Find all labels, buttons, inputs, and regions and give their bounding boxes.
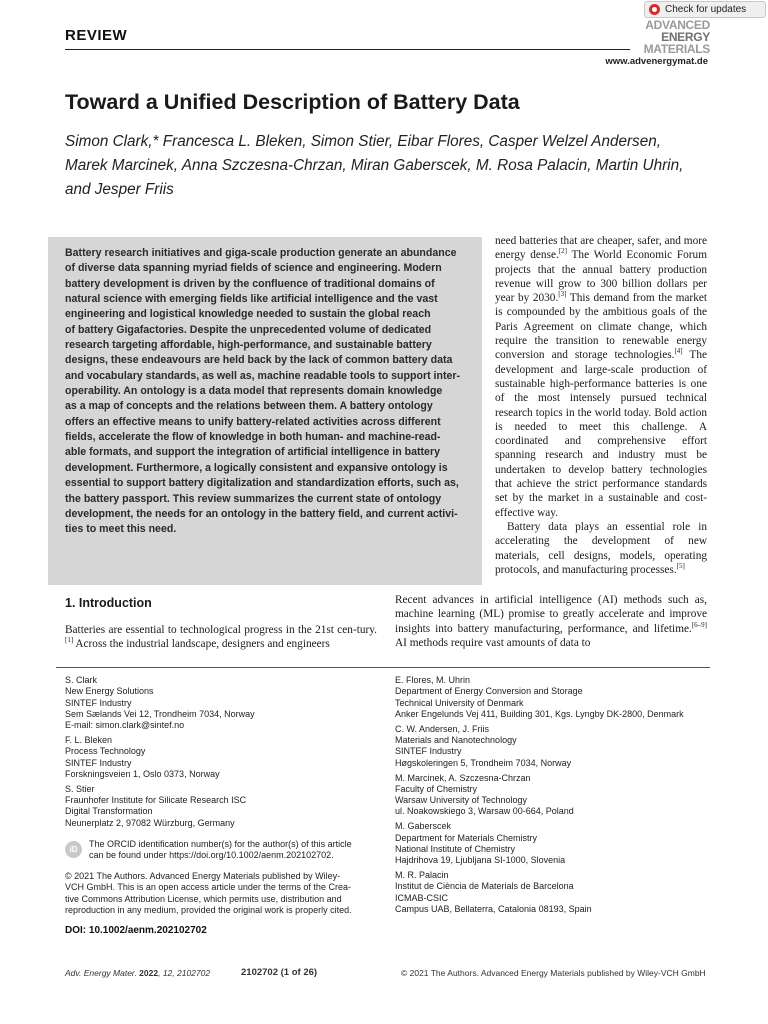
abstract-line: of battery Gigafactories. Despite the unprecedented volume of dedicated — [65, 323, 432, 336]
affiliation-line: M. R. Palacin — [395, 870, 449, 881]
affiliation-line: SINTEF Industry — [65, 697, 132, 708]
affiliation-block — [395, 870, 715, 915]
affiliation-divider — [56, 667, 710, 668]
citation-link[interactable]: [2] — [558, 247, 567, 256]
abstract-box — [48, 237, 482, 585]
affiliation-line: National Institute of Chemistry — [395, 843, 516, 854]
author-line: Simon Clark,* Francesca L. Bleken, Simon Stier, Eibar Flores, Casper Welzel Andersen, — [65, 133, 661, 150]
affiliation-line: Sem Sælands Vei 12, Trondheim 7034, Norway — [65, 708, 255, 719]
body-text: Battery data plays an essential role in accelerating the development of new materials, cell designs, models, operating protocols, and manufacturing processes. — [495, 520, 707, 576]
affiliations-left — [65, 675, 385, 833]
body-text: The World Economic Forum projects that the annual battery production revenue will grow to 300 billion dollars per year by 2030. — [495, 249, 707, 305]
affiliation-line: E. Flores, M. Uhrin — [395, 675, 471, 685]
affiliation-line: S. Clark — [65, 675, 98, 685]
affiliation-block — [65, 784, 385, 829]
section-label: REVIEW — [65, 27, 128, 44]
abstract-line: essential to support battery digitalization and standardization efforts, such as, — [65, 477, 459, 490]
affiliation-block — [65, 735, 385, 780]
abstract-line: Battery research initiatives and giga-scale production generate an abundance — [65, 247, 457, 259]
body-paragraph — [495, 520, 707, 577]
body-paragraph — [495, 234, 707, 520]
citation-link[interactable]: [5] — [676, 562, 685, 571]
license-line: tive Commons Attribution License, which permits use, distribution and — [65, 893, 342, 904]
affiliation-line: Campus UAB, Bellaterra, Catalonia 08193, Spain — [395, 904, 592, 915]
abstract-line: development. Furthermore, a logically consistent and expansive ontology is — [65, 461, 448, 474]
affiliation-line: Neunerplatz 2, 97082 Würzburg, Germany — [65, 817, 235, 828]
author-line: Marek Marcinek, Anna Szczesna-Chrzan, Miran Gaberscek, M. Rosa Palacin, Martin Uhrin, — [65, 157, 684, 174]
affiliation-line: S. Stier — [65, 783, 95, 794]
affiliation-block — [395, 773, 715, 818]
affiliation-line: Høgskoleringen 5, Trondheim 7034, Norway — [395, 757, 572, 768]
footer-page-number: 2102702 (1 of 26) — [241, 967, 318, 978]
orcid-line: The ORCID identification number(s) for the author(s) of this article — [89, 839, 352, 849]
citation-link[interactable]: [6–9] — [691, 620, 707, 629]
orcid-note — [65, 839, 385, 862]
affiliation-line: Faculty of Chemistry — [395, 783, 478, 794]
journal-logo — [630, 19, 710, 55]
doi-link[interactable]: DOI: 10.1002/aenm.202102702 — [65, 925, 207, 936]
affiliation-line: Department of Energy Conversion and Storage — [395, 686, 583, 697]
footer-year: 2022 — [139, 968, 159, 978]
author-line: and Jesper Friis — [65, 181, 174, 198]
affiliation-line: M. Gaberscek — [395, 821, 452, 832]
abstract-line: able formats, and support the integration of artificial intelligence in battery — [65, 446, 440, 459]
affiliation-line: F. L. Bleken — [65, 735, 113, 746]
affiliation-line: Digital Transformation — [65, 806, 153, 817]
paper-title: Toward a Unified Description of Battery Data — [65, 90, 520, 114]
footer-copyright: © 2021 The Authors. Advanced Energy Materials published by Wiley-VCH GmbH — [401, 968, 706, 978]
affiliation-line: Forskningsveien 1, Oslo 0373, Norway — [65, 768, 220, 779]
abstract-line: offers an effective means to unify battery-related activities across different — [65, 415, 441, 428]
abstract-line: engineering and logistical knowledge needed to sustain the global reach — [65, 308, 431, 321]
intro-paragraph — [65, 623, 377, 652]
affiliation-line: Institut de Ciència de Materials de Barcelona — [395, 881, 574, 892]
affiliation-line: ul. Noakowskiego 3, Warsaw 00-664, Poland — [395, 806, 574, 817]
body-text: AI methods require vast amounts of data to — [395, 636, 591, 649]
body-text: Recent advances in artificial intelligence (AI) methods such as, machine learning (ML) promise to greatly accelerate and improve insights into battery manufacturing, performance, and lifetime. — [395, 594, 707, 635]
license-note — [65, 871, 385, 916]
affiliation-block — [395, 724, 715, 769]
body-text: The development and large-scale production of sustainable high-performance batteries is one of the most intensely pursued technical research topics in the world today. Bold action is needed to meet this challenge. A coordinated and comprehensive effort spanning research and industry must be undertaken to develop battery technologies that achieve the strict performance standards set by the market in a sustainable and cost-effective way. — [495, 349, 707, 519]
affiliations-right — [395, 675, 715, 919]
journal-logo-line-3: MATERIALS — [643, 42, 710, 56]
license-line: © 2021 The Authors. Advanced Energy Materials published by Wiley- — [65, 871, 341, 881]
affiliation-line: M. Marcinek, A. Szczesna-Chrzan — [395, 772, 531, 783]
abstract-line: development, the needs for an ontology in the battery field, and current activi- — [65, 507, 458, 520]
abstract-line: and vocabulary standards, as well as, machine readable tools to support inter- — [65, 369, 461, 382]
crossmark-icon — [649, 4, 660, 15]
abstract-line: as a map of concepts and the relations between them. A battery ontology — [65, 400, 433, 413]
check-for-updates-button[interactable] — [644, 1, 766, 18]
abstract-line: fields, accelerate the flow of knowledge in both human- and machine-read- — [65, 431, 441, 444]
affiliation-line: Warsaw University of Technology — [395, 795, 528, 806]
header-divider — [65, 49, 630, 50]
footer-journal-name: Adv. Energy Mater. — [65, 968, 140, 978]
abstract-line: battery development is driven by the confluence of traditional domains of — [65, 277, 435, 290]
section-heading: 1. Introduction — [65, 596, 152, 610]
body-text: need batteries that are cheaper, safer, and more energy dense. — [495, 235, 707, 262]
affiliation-line: Process Technology — [65, 746, 146, 757]
license-line: VCH GmbH. This is an open access article under the terms of the Crea- — [65, 882, 351, 893]
body-column-right — [495, 234, 707, 577]
affiliation-block — [65, 675, 385, 731]
affiliation-line: Department for Materials Chemistry — [395, 832, 538, 843]
abstract-line: designs, these endeavours are held back by the lack of common battery data — [65, 354, 453, 367]
license-line: reproduction in any medium, provided the original work is properly cited. — [65, 904, 352, 915]
footer-volume: , 12, 2102702 — [158, 968, 211, 978]
orcid-icon[interactable]: iD — [65, 841, 82, 858]
citation-link[interactable]: [1] — [65, 636, 74, 645]
abstract-line: ties to meet this need. — [65, 523, 177, 536]
affiliation-line: Hajdrihova 19, Ljubljana SI-1000, Slovenia — [395, 855, 566, 866]
affiliation-line: New Energy Solutions — [65, 686, 154, 697]
journal-url-link[interactable]: www.advenergymat.de — [605, 56, 708, 67]
body-column-right-continued — [395, 593, 707, 650]
abstract-line: the battery passport. This review summarizes the current state of ontology — [65, 492, 442, 505]
affiliation-line: Fraunhofer Institute for Silicate Research ISC — [65, 795, 247, 806]
body-text: Batteries are essential to technological progress in the 21st cen-tury. — [65, 624, 377, 636]
check-for-updates-label: Check for updates — [665, 4, 747, 15]
citation-link[interactable]: [3] — [558, 290, 567, 299]
abstract-line: research targeting affordable, high-performance, and sustainable battery — [65, 339, 432, 352]
affiliation-line: C. W. Andersen, J. Friis — [395, 723, 490, 734]
body-text: This demand from the market is compounded by the ambitious goals of the Paris Agreement on climate change, which require the transition to renewable energy conversion and storage technologies. — [495, 292, 708, 362]
footer-citation — [65, 968, 210, 978]
abstract-line: operability. An ontology is a data model that represents domain knowledge — [65, 385, 443, 398]
affiliation-line: SINTEF Industry — [65, 757, 132, 768]
affiliation-line: Technical University of Denmark — [395, 697, 524, 708]
affiliation-line: Anker Engelunds Vej 411, Building 301, Kgs. Lyngby DK-2800, Denmark — [395, 708, 684, 719]
affiliation-block — [395, 675, 715, 720]
journal-logo-line-2: ENERGY — [661, 30, 710, 44]
author-list — [65, 130, 715, 202]
orcid-doi-link[interactable]: can be found under https://doi.org/10.1002/aenm.202102702. — [89, 850, 334, 861]
affiliation-block — [395, 821, 715, 866]
journal-logo-line-1: ADVANCED — [645, 18, 710, 32]
abstract-text — [65, 246, 466, 538]
affiliation-line: Materials and Nanotechnology — [395, 735, 517, 746]
affiliation-line: SINTEF Industry — [395, 746, 462, 757]
citation-link[interactable]: [4] — [674, 347, 683, 356]
email-link[interactable]: E-mail: simon.clark@sintef.no — [65, 720, 185, 731]
body-text: Across the industrial landscape, designers and engineers — [73, 638, 330, 651]
abstract-line: natural science with emerging fields like artificial intelligence and the vast — [65, 293, 438, 306]
affiliation-line: ICMAB-CSIC — [395, 892, 449, 903]
abstract-line: of diverse data spanning myriad fields of science and engineering. Modern — [65, 262, 442, 275]
